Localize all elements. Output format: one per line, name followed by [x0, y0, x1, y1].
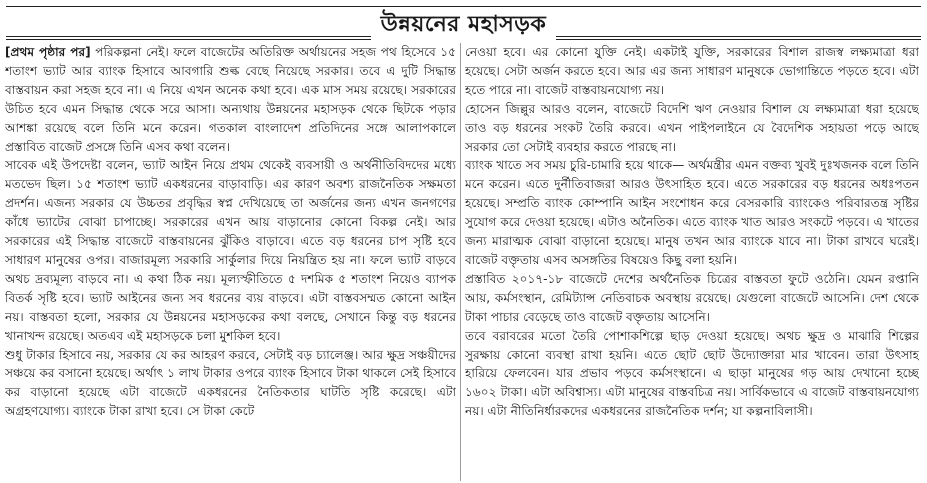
- paragraph-text: পরিকল্পনা নেই। ফলে বাজেটের অতিরিক্ত অর্থায়নের সহজ পথ হিসেবে ১৫ শতাংশ ভ্যাট আর ব্যাংক হিসাবে আবগারি শুল্ক বেছে নিয়েছে সরকার। তবে এ দুটি সিদ্ধান্ত বাস্তবায়ন করা সহজ হবে না। এ নিয়ে এখন অনেক কথা হবে। এক মাস সময় রয়েছে। সরকারের উচিত হবে এমন সিদ্ধান্ত থেকে সরে আসা। অন্যথায় উন্নয়নের মহাসড়ক থেকে ছিটকে পড়ার আশঙ্কা রয়েছে বলে তিনি মনে করেন। গতকাল বাংলাদেশ প্রতিদিনের সঙ্গে আলাপকালে প্রস্তাবিত বাজেট প্রসঙ্গে তিনি এসব কথা বলেন।: [5, 45, 456, 154]
- column-divider: [460, 43, 461, 481]
- paragraph: সাবেক এই উপদেষ্টা বলেন, ভ্যাট আইন নিয়ে প্রথম থেকেই ব্যবসায়ী ও অর্থনীতিবিদদের মধ্যে মতভেদ ছিল। ১৫ শতাংশ ভ্যাট একধরনের বাড়াবাড়ি। এর কারণ অবশ্য রাজনৈতিক সক্ষমতা প্রদর্শন। এজন্য সরকার যে উচ্চতর প্রবৃদ্ধির স্বপ্ন দেখিয়েছে তা অর্জনের জন্য এখন জনগণের কাঁধে ভ্যাটের বোঝা চাপাচ্ছে। সরকারের এখন আয় বাড়ানোর কোনো বিকল্প নেই। আর সরকারের এই সিদ্ধান্ত বাজেটে বাস্তবায়নের ঝুঁকিও বাড়াবে। এতে বড় ধরনের চাপ সৃষ্টি হবে সাধারণ মানুষের ওপর। বাজারমূল্য সরকারি সার্কুলার দিয়ে নিয়ন্ত্রিত হয় না। ফলে ভ্যাট বাড়বে অথচ দ্রব্যমূল্য বাড়বে না। এ কথা ঠিক নয়। মূল্যস্ফীতিতে ৫ দশমিক ৫ শতাংশ নিয়েও ব্যাপক বিতর্ক সৃষ্টি হবে। ভ্যাট আইনের জন্য সব ধরনের ব্যয় বাড়বে। এটা বাস্তবসম্মত কোনো আইন নয়। বাস্তবতা হলো, সরকার যে উন্নয়নের মহাসড়কের কথা বলছে, সেখানে কিন্তু বড় ধরনের খানাখন্দ রয়েছে। অতএব এই মহাসড়কে চলা মুশকিল হবে।: [5, 158, 456, 343]
- paragraph: শুধু টাকার হিসাবে নয়, সরকার যে কর আহরণ করবে, সেটাই বড় চ্যালেঞ্জ। আর ক্ষুদ্র সঞ্চয়ীদের সঞ্চয়ে কর বসানো হয়েছে। অর্থাৎ ১ লাখ টাকার ওপরে ব্যাংক হিসাবে টাকা থাকলে সেই হিসাবে কর বাড়ানো হয়েছে এটা বাজেটে একধরনের নৈতিকতার ঘাটতি সৃষ্টি করেছে। এটা অগ্রহণযোগ্য। ব্যাংকে টাকা রাখা হবে। সে টাকা কেটে: [5, 347, 456, 419]
- paragraph: নেওয়া হবে। এর কোনো যুক্তি নেই। একটাই যুক্তি, সরকারের বিশাল রাজস্ব লক্ষ্যমাত্রা ধরা হয়েছে। সেটা অর্জন করতে হবে। আর এর জন্য সাধারণ মানুষকে ভোগান্তিতে পড়তে হবে। এটা হতে পারে না। বাজেট বাস্তবায়নযোগ্য নয়।: [465, 45, 919, 97]
- right-column: [465, 43, 919, 481]
- paragraph: হোসেন জিল্লুর আরও বলেন, বাজেটে বিদেশি ঋণ নেওয়ার বিশাল যে লক্ষ্যমাত্রা ধরা হয়েছে তাও বড় ধরনের সংকট তৈরি করবে। এখন পাইপলাইনে যে বৈদেশিক সহায়তা পড়ে আছে সরকার তো সেটাই ব্যবহার করতে পারছে না।: [465, 101, 919, 154]
- paragraph: তবে বরাবরের মতো তৈরি পোশাকশিল্পে ছাড় দেওয়া হয়েছে। অথচ ক্ষুদ্র ও মাঝারি শিল্পের সুরক্ষায় কোনো ব্যবস্থা রাখা হয়নি। এতে ছোট ছোট উদ্যোক্তারা মার খাবেন। তারা উৎসাহ হারিয়ে ফেলবেন। যার প্রভাব পড়বে কর্মসংস্থানে। এ ছাড়া মানুষের গড় আয় দেখানো হচ্ছে ১৬০২ টাকা। এটা অবিশ্বাস্য। এটা মানুষের বাস্তবচিত্র নয়। সার্বিকভাবে এ বাজেট বাস্তবায়নযোগ্য নয়। এটা নীতিনির্ধারকদের একধরনের রাজনৈতিক দর্শন; যা কল্পনাবিলাসী।: [465, 328, 919, 419]
- headline: উন্নয়নের মহাসড়ক: [371, 7, 557, 44]
- paragraph: প্রস্তাবিত ২০১৭-১৮ বাজেটে দেশের অর্থনৈতিক চিত্রের বাস্তবতা ফুটে ওঠেনি। যেমন রপ্তানি আয়, কর্মসংস্থান, রেমিট্যান্স নেতিবাচক অবস্থায় রয়েছে। যেগুলো বাজেটে আসেনি। দেশ থেকে টাকা পাচার বেড়েছে তাও বাজেট বক্তৃতায় আসেনি।: [465, 271, 919, 324]
- left-column: [5, 43, 456, 481]
- continuation-label: [প্রথম পৃষ্ঠার পর]: [5, 45, 91, 59]
- headline-bar: [0, 8, 927, 38]
- paragraph: [5, 43, 456, 156]
- paragraph: ব্যাংক খাতে সব সময় চুরি-চামারি হয়ে থাকে— অর্থমন্ত্রীর এমন বক্তব্য খুবই দুঃখজনক বলে তিনি মনে করেন। এতে দুর্নীতিবাজরা আরও উৎসাহিত হবে। এতে সরকারের বড় ধরনের অধঃপতন হয়েছে। সম্প্রতি ব্যাংক কোম্পানি আইন সংশোধন করে বেসরকারি ব্যাংকেও পরিবারতন্ত্র সৃষ্টির সুযোগ করে দেওয়া হয়েছে। এটাও অনৈতিক। এতে ব্যাংক খাত আরও সংকটে পড়বে। এ খাতের জন্য মারাত্মক বোঝা বাড়ানো হয়েছে। মানুষ তখন আর ব্যাংকে যাবে না। টাকা রাখবে ঘরেই। বাজেট বক্তৃতায় এসব অসঙ্গতির বিষয়েও কিছু বলা হয়নি।: [465, 158, 919, 267]
